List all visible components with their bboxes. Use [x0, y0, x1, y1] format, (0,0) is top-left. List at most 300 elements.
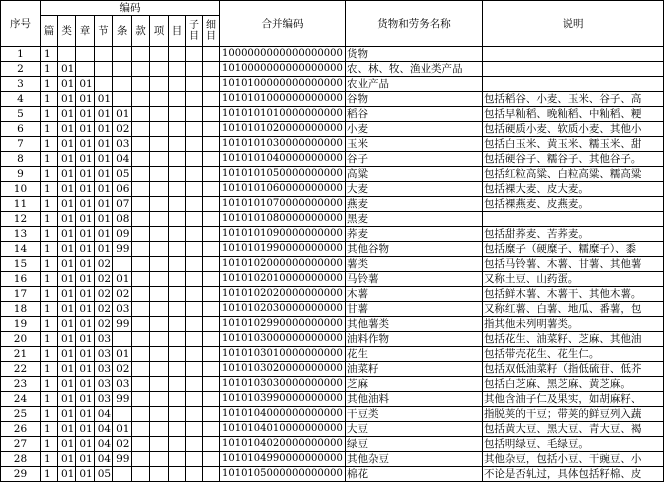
cell-lei: 01 — [57, 347, 75, 362]
cell-mu — [169, 407, 186, 422]
table-row — [1, 182, 664, 197]
header-pian: 篇 — [40, 16, 57, 47]
cell-xiang — [150, 332, 169, 347]
cell-zhang: 01 — [76, 437, 94, 452]
cell-goods-name: 小麦 — [345, 122, 482, 137]
cell-desc: 包括糜子（硬糜子、糯糜子）、黍 — [482, 242, 663, 257]
cell-xiang — [150, 467, 169, 482]
header-seq: 序号 — [1, 1, 41, 47]
cell-ximu — [203, 197, 220, 212]
table-row — [1, 317, 664, 332]
cell-ximu — [203, 152, 220, 167]
cell-desc: 包括带壳花生、花生仁。 — [482, 347, 663, 362]
cell-zimu — [186, 467, 203, 482]
header-lei: 类 — [57, 16, 75, 47]
cell-zhang: 01 — [76, 122, 94, 137]
cell-zimu — [186, 182, 203, 197]
cell-seq: 12 — [1, 212, 41, 227]
cell-lei: 01 — [57, 197, 75, 212]
cell-lei: 01 — [57, 467, 75, 482]
cell-desc: 包括裸大麦、皮大麦。 — [482, 182, 663, 197]
cell-seq: 13 — [1, 227, 41, 242]
cell-ximu — [203, 437, 220, 452]
cell-zhang: 01 — [76, 347, 94, 362]
cell-xiang — [150, 242, 169, 257]
cell-pian: 1 — [40, 317, 57, 332]
table-row — [1, 257, 664, 272]
cell-lei: 01 — [57, 107, 75, 122]
header-zimu: 子目 — [186, 16, 203, 47]
cell-jie — [94, 77, 112, 92]
cell-lei: 01 — [57, 62, 75, 77]
cell-jie: 03 — [94, 392, 112, 407]
cell-zhang: 01 — [76, 317, 94, 332]
cell-pian: 1 — [40, 197, 57, 212]
cell-goods-name: 棉花 — [345, 467, 482, 482]
cell-zhang: 01 — [76, 287, 94, 302]
cell-tiao — [113, 467, 132, 482]
cell-pian: 1 — [40, 287, 57, 302]
cell-zimu — [186, 317, 203, 332]
cell-goods-name: 马铃薯 — [345, 272, 482, 287]
cell-kuan — [132, 62, 150, 77]
cell-tiao: 08 — [113, 212, 132, 227]
cell-seq: 19 — [1, 317, 41, 332]
cell-goods-name: 大麦 — [345, 182, 482, 197]
cell-tiao: 02 — [113, 287, 132, 302]
table-row — [1, 62, 664, 77]
cell-xiang — [150, 152, 169, 167]
cell-zhang: 01 — [76, 77, 94, 92]
cell-desc: 包括早籼稻、晚籼稻、中籼稻、粳 — [482, 107, 663, 122]
cell-seq: 16 — [1, 272, 41, 287]
table-row — [1, 437, 664, 452]
cell-combined-code: 1010101040000000000 — [219, 152, 345, 167]
cell-combined-code: 1010102000000000000 — [219, 257, 345, 272]
cell-zimu — [186, 47, 203, 62]
cell-goods-name: 玉米 — [345, 137, 482, 152]
cell-combined-code: 1010101070000000000 — [219, 197, 345, 212]
cell-zimu — [186, 242, 203, 257]
cell-tiao: 04 — [113, 152, 132, 167]
cell-combined-code: 1010101030000000000 — [219, 137, 345, 152]
cell-zhang: 01 — [76, 362, 94, 377]
cell-mu — [169, 152, 186, 167]
cell-desc — [482, 212, 663, 227]
cell-goods-name: 甘薯 — [345, 302, 482, 317]
cell-jie: 01 — [94, 137, 112, 152]
cell-zhang: 01 — [76, 407, 94, 422]
cell-kuan — [132, 197, 150, 212]
cell-combined-code: 1010103010000000000 — [219, 347, 345, 362]
cell-zhang: 01 — [76, 272, 94, 287]
cell-mu — [169, 302, 186, 317]
cell-tiao — [113, 92, 132, 107]
cell-desc: 包括甜荞麦、苦荞麦。 — [482, 227, 663, 242]
cell-seq: 15 — [1, 257, 41, 272]
cell-tiao: 02 — [113, 437, 132, 452]
cell-goods-name: 绿豆 — [345, 437, 482, 452]
cell-goods-name: 芝麻 — [345, 377, 482, 392]
cell-tiao: 05 — [113, 167, 132, 182]
header-desc: 说明 — [482, 1, 663, 47]
cell-zhang: 01 — [76, 467, 94, 482]
table-row — [1, 242, 664, 257]
cell-zimu — [186, 62, 203, 77]
cell-mu — [169, 122, 186, 137]
cell-tiao: 02 — [113, 362, 132, 377]
cell-tiao: 99 — [113, 392, 132, 407]
cell-goods-name: 农业产品 — [345, 77, 482, 92]
cell-kuan — [132, 137, 150, 152]
cell-jie: 01 — [94, 242, 112, 257]
cell-lei: 01 — [57, 227, 75, 242]
cell-kuan — [132, 392, 150, 407]
cell-lei: 01 — [57, 287, 75, 302]
header-goods-name: 货物和劳务名称 — [345, 1, 482, 47]
cell-xiang — [150, 437, 169, 452]
cell-lei: 01 — [57, 377, 75, 392]
cell-kuan — [132, 242, 150, 257]
header-zhang: 章 — [76, 16, 94, 47]
cell-pian: 1 — [40, 212, 57, 227]
cell-kuan — [132, 257, 150, 272]
cell-lei: 01 — [57, 152, 75, 167]
cell-xiang — [150, 92, 169, 107]
cell-seq: 22 — [1, 362, 41, 377]
cell-combined-code: 1010103030000000000 — [219, 377, 345, 392]
cell-xiang — [150, 197, 169, 212]
cell-ximu — [203, 422, 220, 437]
cell-zimu — [186, 152, 203, 167]
cell-mu — [169, 182, 186, 197]
cell-combined-code: 1010101990000000000 — [219, 242, 345, 257]
cell-pian: 1 — [40, 167, 57, 182]
cell-goods-name: 其他谷物 — [345, 242, 482, 257]
cell-goods-name: 燕麦 — [345, 197, 482, 212]
cell-mu — [169, 137, 186, 152]
cell-pian: 1 — [40, 362, 57, 377]
cell-pian: 1 — [40, 137, 57, 152]
cell-zhang: 01 — [76, 227, 94, 242]
cell-goods-name: 谷物 — [345, 92, 482, 107]
cell-lei: 01 — [57, 362, 75, 377]
cell-lei: 01 — [57, 137, 75, 152]
header-mu: 目 — [169, 16, 186, 47]
cell-goods-name: 高粱 — [345, 167, 482, 182]
cell-tiao — [113, 77, 132, 92]
cell-pian: 1 — [40, 182, 57, 197]
cell-kuan — [132, 92, 150, 107]
table-row — [1, 392, 664, 407]
table-body — [1, 47, 664, 482]
cell-lei: 01 — [57, 257, 75, 272]
cell-jie: 04 — [94, 437, 112, 452]
cell-zhang: 01 — [76, 152, 94, 167]
cell-seq: 2 — [1, 62, 41, 77]
table-row — [1, 377, 664, 392]
table-row — [1, 452, 664, 467]
cell-seq: 6 — [1, 122, 41, 137]
cell-xiang — [150, 227, 169, 242]
cell-tiao — [113, 407, 132, 422]
cell-xiang — [150, 272, 169, 287]
cell-lei: 01 — [57, 392, 75, 407]
header-kuan: 款 — [132, 16, 150, 47]
table-row — [1, 197, 664, 212]
table-row — [1, 332, 664, 347]
cell-jie: 02 — [94, 302, 112, 317]
cell-ximu — [203, 122, 220, 137]
cell-pian: 1 — [40, 332, 57, 347]
cell-ximu — [203, 392, 220, 407]
cell-mu — [169, 392, 186, 407]
cell-goods-name: 油菜籽 — [345, 362, 482, 377]
cell-jie: 03 — [94, 362, 112, 377]
cell-kuan — [132, 47, 150, 62]
cell-desc — [482, 62, 663, 77]
cell-ximu — [203, 317, 220, 332]
cell-tiao: 09 — [113, 227, 132, 242]
cell-combined-code: 1010104990000000000 — [219, 452, 345, 467]
cell-pian: 1 — [40, 62, 57, 77]
cell-ximu — [203, 47, 220, 62]
cell-desc: 指其他未列明薯类。 — [482, 317, 663, 332]
cell-pian: 1 — [40, 377, 57, 392]
table-row — [1, 77, 664, 92]
cell-ximu — [203, 377, 220, 392]
cell-pian: 1 — [40, 422, 57, 437]
cell-jie: 01 — [94, 212, 112, 227]
cell-tiao: 99 — [113, 242, 132, 257]
table-row — [1, 107, 664, 122]
cell-mu — [169, 47, 186, 62]
cell-lei: 01 — [57, 452, 75, 467]
cell-desc: 指脱荚的干豆；带荚的鲜豆列入蔬 — [482, 407, 663, 422]
table-row — [1, 407, 664, 422]
cell-combined-code: 1010103000000000000 — [219, 332, 345, 347]
cell-lei: 01 — [57, 77, 75, 92]
cell-zimu — [186, 362, 203, 377]
cell-lei: 01 — [57, 122, 75, 137]
cell-ximu — [203, 362, 220, 377]
cell-desc: 包括白芝麻、黑芝麻、黄芝麻。 — [482, 377, 663, 392]
cell-mu — [169, 77, 186, 92]
cell-goods-name: 木薯 — [345, 287, 482, 302]
cell-jie: 02 — [94, 317, 112, 332]
cell-ximu — [203, 242, 220, 257]
cell-seq: 7 — [1, 137, 41, 152]
cell-tiao: 02 — [113, 122, 132, 137]
cell-kuan — [132, 272, 150, 287]
cell-xiang — [150, 62, 169, 77]
header-xiang: 项 — [150, 16, 169, 47]
cell-combined-code: 1010104010000000000 — [219, 422, 345, 437]
cell-seq: 20 — [1, 332, 41, 347]
cell-desc: 包括花生、油菜籽、芝麻、其他油 — [482, 332, 663, 347]
cell-goods-name: 农、林、牧、渔业类产品 — [345, 62, 482, 77]
cell-ximu — [203, 92, 220, 107]
cell-combined-code: 1010102020000000000 — [219, 287, 345, 302]
cell-mu — [169, 92, 186, 107]
cell-seq: 11 — [1, 197, 41, 212]
cell-tiao: 01 — [113, 107, 132, 122]
cell-pian: 1 — [40, 92, 57, 107]
cell-zhang: 01 — [76, 107, 94, 122]
table-row — [1, 167, 664, 182]
cell-pian: 1 — [40, 77, 57, 92]
cell-zhang: 01 — [76, 212, 94, 227]
table-row — [1, 362, 664, 377]
cell-pian: 1 — [40, 407, 57, 422]
cell-mu — [169, 332, 186, 347]
cell-xiang — [150, 212, 169, 227]
cell-goods-name: 油料作物 — [345, 332, 482, 347]
cell-tiao: 07 — [113, 197, 132, 212]
cell-jie: 01 — [94, 92, 112, 107]
cell-pian: 1 — [40, 302, 57, 317]
cell-zhang: 01 — [76, 257, 94, 272]
cell-xiang — [150, 422, 169, 437]
cell-ximu — [203, 467, 220, 482]
cell-kuan — [132, 437, 150, 452]
cell-jie: 01 — [94, 167, 112, 182]
cell-lei: 01 — [57, 92, 75, 107]
cell-goods-name: 荞麦 — [345, 227, 482, 242]
cell-xiang — [150, 407, 169, 422]
table-row — [1, 302, 664, 317]
cell-combined-code: 1010101050000000000 — [219, 167, 345, 182]
cell-xiang — [150, 317, 169, 332]
cell-seq: 18 — [1, 302, 41, 317]
cell-lei: 01 — [57, 167, 75, 182]
cell-desc — [482, 77, 663, 92]
cell-zhang: 01 — [76, 242, 94, 257]
cell-pian: 1 — [40, 392, 57, 407]
cell-combined-code: 1010105000000000000 — [219, 467, 345, 482]
cell-xiang — [150, 452, 169, 467]
cell-ximu — [203, 107, 220, 122]
cell-combined-code: 1010102010000000000 — [219, 272, 345, 287]
cell-goods-name: 干豆类 — [345, 407, 482, 422]
cell-seq: 25 — [1, 407, 41, 422]
cell-pian: 1 — [40, 152, 57, 167]
cell-ximu — [203, 407, 220, 422]
cell-combined-code: 1010104020000000000 — [219, 437, 345, 452]
header-jie: 节 — [94, 16, 112, 47]
cell-lei: 01 — [57, 422, 75, 437]
cell-ximu — [203, 167, 220, 182]
cell-zimu — [186, 422, 203, 437]
cell-xiang — [150, 107, 169, 122]
cell-zhang: 01 — [76, 92, 94, 107]
cell-zhang: 01 — [76, 302, 94, 317]
cell-mu — [169, 362, 186, 377]
cell-pian: 1 — [40, 47, 57, 62]
cell-goods-name: 其他薯类 — [345, 317, 482, 332]
cell-combined-code: 1010100000000000000 — [219, 77, 345, 92]
cell-jie: 01 — [94, 197, 112, 212]
cell-goods-name: 其他杂豆 — [345, 452, 482, 467]
cell-jie: 02 — [94, 272, 112, 287]
cell-zhang: 01 — [76, 167, 94, 182]
cell-kuan — [132, 362, 150, 377]
cell-zimu — [186, 407, 203, 422]
cell-seq: 4 — [1, 92, 41, 107]
cell-kuan — [132, 467, 150, 482]
cell-pian: 1 — [40, 437, 57, 452]
cell-ximu — [203, 287, 220, 302]
cell-mu — [169, 242, 186, 257]
cell-ximu — [203, 452, 220, 467]
table-row — [1, 467, 664, 482]
cell-tiao: 99 — [113, 452, 132, 467]
cell-seq: 8 — [1, 152, 41, 167]
cell-desc: 包括明绿豆、毛绿豆。 — [482, 437, 663, 452]
cell-desc: 包括裸燕麦、皮燕麦。 — [482, 197, 663, 212]
cell-xiang — [150, 122, 169, 137]
cell-kuan — [132, 347, 150, 362]
cell-kuan — [132, 452, 150, 467]
cell-seq: 21 — [1, 347, 41, 362]
cell-kuan — [132, 407, 150, 422]
cell-lei: 01 — [57, 272, 75, 287]
cell-jie: 01 — [94, 107, 112, 122]
cell-jie: 01 — [94, 152, 112, 167]
cell-pian: 1 — [40, 242, 57, 257]
cell-goods-name: 大豆 — [345, 422, 482, 437]
cell-mu — [169, 257, 186, 272]
cell-xiang — [150, 137, 169, 152]
cell-mu — [169, 422, 186, 437]
cell-zimu — [186, 347, 203, 362]
cell-zimu — [186, 92, 203, 107]
cell-kuan — [132, 227, 150, 242]
cell-kuan — [132, 182, 150, 197]
cell-tiao: 99 — [113, 317, 132, 332]
cell-jie: 03 — [94, 332, 112, 347]
cell-kuan — [132, 287, 150, 302]
cell-tiao — [113, 332, 132, 347]
cell-ximu — [203, 77, 220, 92]
cell-mu — [169, 212, 186, 227]
cell-goods-name: 稻谷 — [345, 107, 482, 122]
cell-mu — [169, 107, 186, 122]
cell-lei: 01 — [57, 317, 75, 332]
cell-goods-name: 花生 — [345, 347, 482, 362]
cell-mu — [169, 287, 186, 302]
cell-pian: 1 — [40, 227, 57, 242]
cell-mu — [169, 467, 186, 482]
cell-seq: 17 — [1, 287, 41, 302]
cell-kuan — [132, 77, 150, 92]
cell-seq: 26 — [1, 422, 41, 437]
cell-kuan — [132, 107, 150, 122]
cell-jie — [94, 62, 112, 77]
cell-zimu — [186, 392, 203, 407]
cell-zimu — [186, 197, 203, 212]
cell-tiao: 03 — [113, 377, 132, 392]
cell-desc: 其他杂豆，包括小豆、干豌豆、小 — [482, 452, 663, 467]
cell-zimu — [186, 332, 203, 347]
cell-seq: 27 — [1, 437, 41, 452]
cell-desc: 包括稻谷、小麦、玉米、谷子、高 — [482, 92, 663, 107]
cell-lei: 01 — [57, 437, 75, 452]
cell-xiang — [150, 167, 169, 182]
cell-lei: 01 — [57, 212, 75, 227]
table-row — [1, 47, 664, 62]
cell-jie: 04 — [94, 407, 112, 422]
